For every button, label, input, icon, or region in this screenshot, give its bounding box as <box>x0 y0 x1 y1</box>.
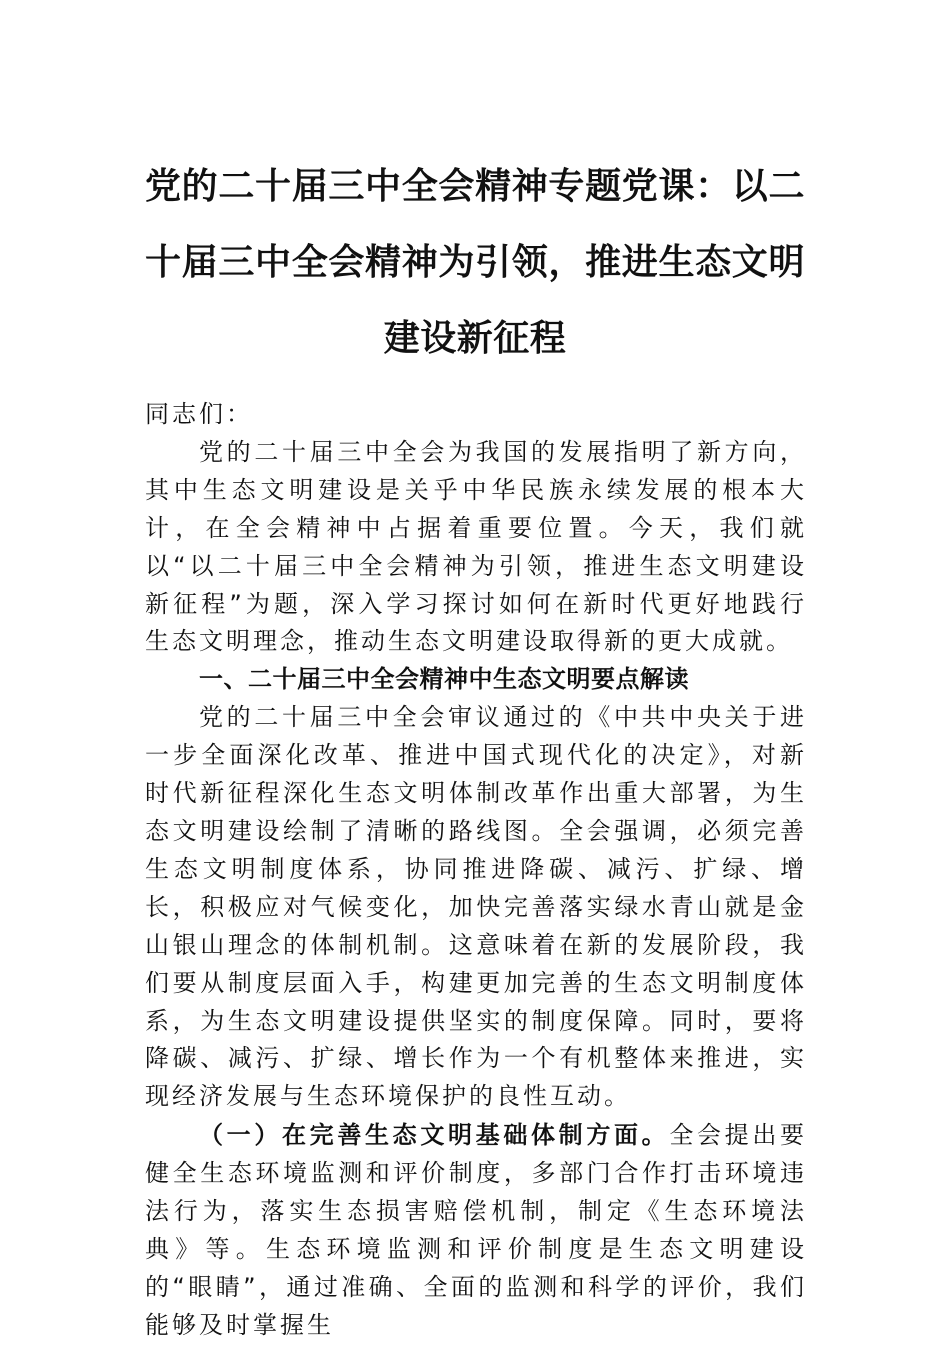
section-1-paragraph: 党的二十届三中全会审议通过的《中共中央关于进一步全面深化改革、推进中国式现代化的决定》，对新时代新征程深化生态文明体制改革作出重大部署，为生态文明建设绘制了清晰的路线图。全会强调，必须完善生态文明制度体系，协同推进降碳、减污、扩绿、增长，积极应对气候变化，加快完善落实绿水青山就是金山银山理念的体制机制。这意味着在新的发展阶段，我们要从制度层面入手，构建更加完善的生态文明制度体系，为生态文明建设提供坚实的制度保障。同时，要将降碳、减污、扩绿、增长作为一个有机整体来推进，实现经济发展与生态环境保护的良性互动。 <box>145 703 807 1111</box>
subsection-1-text: 全会提出要健全生态环境监测和评价制度，多部门合作打击环境违法行为，落实生态损害赔偿机制，制定《生态环境法典》等。生态环境监测和评价制度是生态文明建设的“眼睛”，通过准确、全面的监测和科学的评价，我们能够及时掌握生 <box>145 1121 808 1339</box>
section-heading-1: 一、二十届三中全会精神中生态文明要点解读 <box>199 665 689 694</box>
intro-paragraph: 党的二十届三中全会为我国的发展指明了新方向，其中生态文明建设是关乎中华民族永续发展的根本大计，在全会精神中占据着重要位置。今天，我们就以“以二十届三中全会精神为引领，推进生态文明建设新征程”为题，深入学习探讨如何在新时代更好地践行生态文明理念，推动生态文明建设取得新的更大成就。 <box>145 437 807 656</box>
document-body <box>145 396 807 1345</box>
document-title: 党的二十届三中全会精神专题党课：以二十届三中全会精神为引领，推进生态文明建设新征程 <box>145 165 805 359</box>
subsection-heading-1: （一）在完善生态文明基础体制方面。 <box>199 1120 670 1150</box>
salutation: 同志们： <box>145 400 253 428</box>
subsection-1-paragraph <box>145 1116 807 1344</box>
